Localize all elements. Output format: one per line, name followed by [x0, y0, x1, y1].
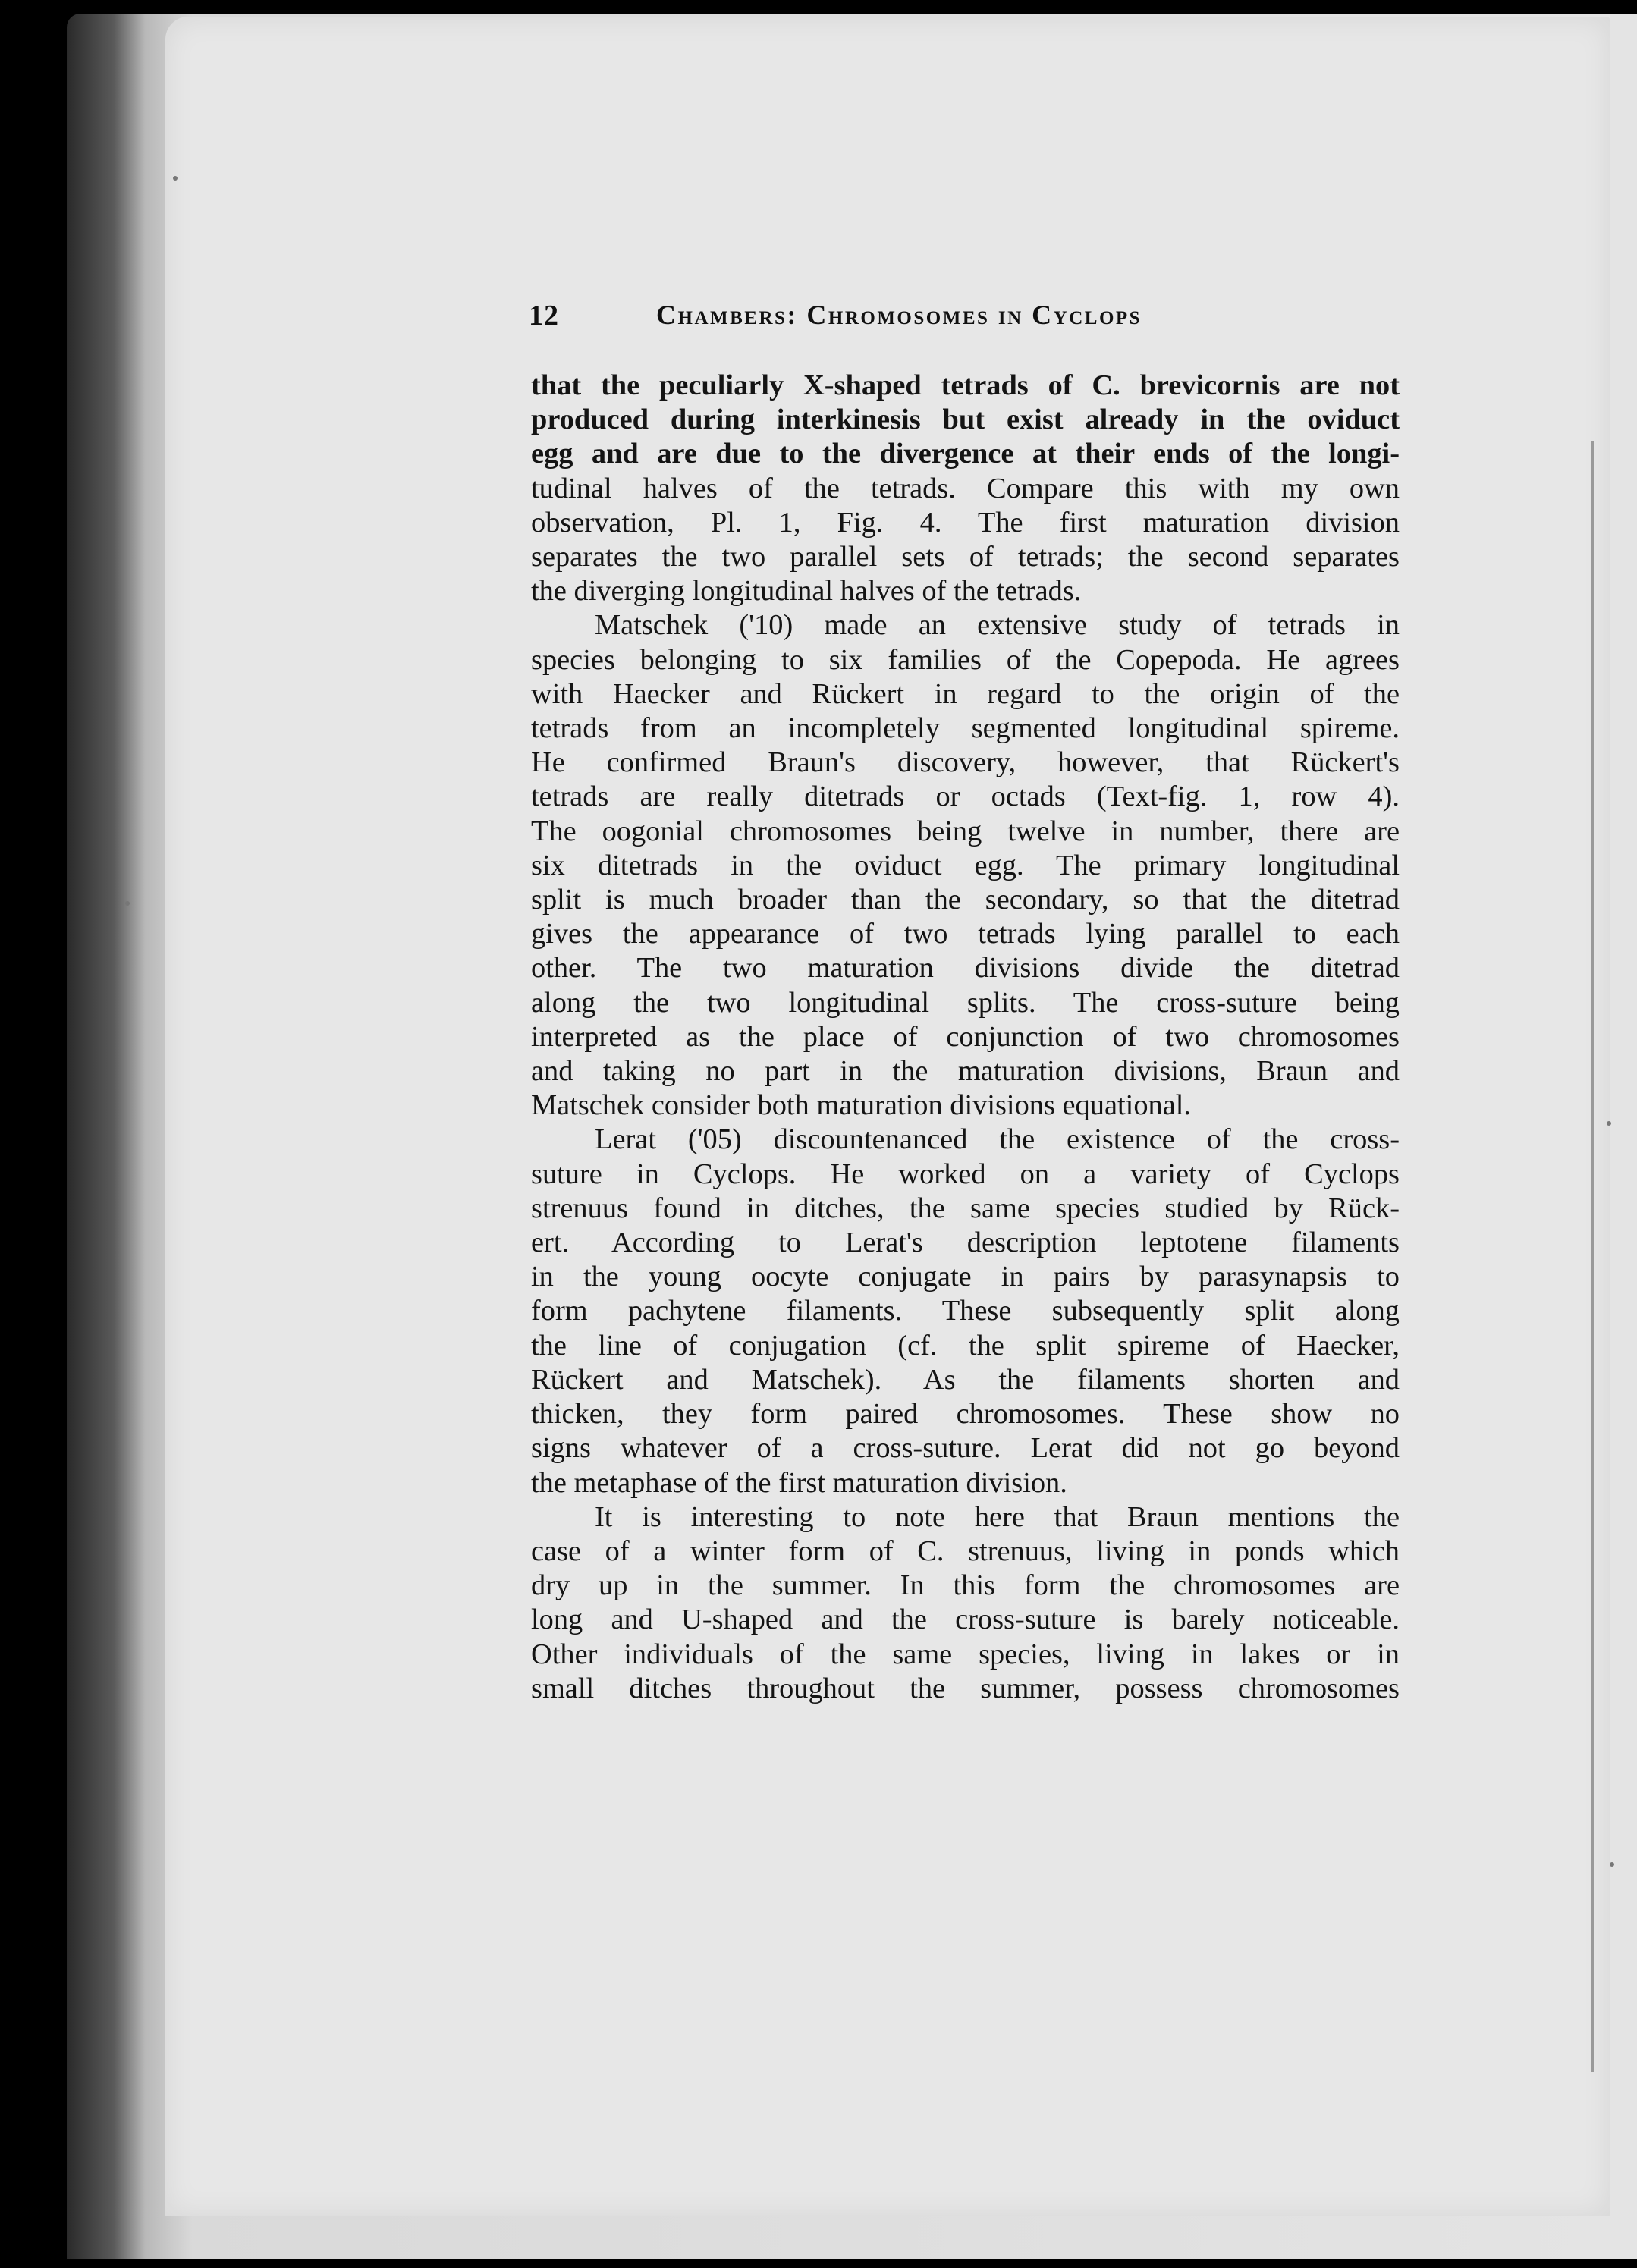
text-line: interpreted as the place of conjunction of two chromosomes: [531, 1020, 1400, 1053]
text-line: observation, Pl. 1, Fig. 4. The first maturation division: [531, 506, 1400, 539]
text-line: dry up in the summer. In this form the chromosomes are: [531, 1569, 1400, 1602]
text-line: that the peculiarly X-shaped tetrads of C. brevicornis are not: [531, 369, 1400, 401]
text-line: the diverging longitudinal halves of the tetrads.: [531, 575, 1082, 608]
text-line: Matschek consider both maturation divisions equational.: [531, 1089, 1192, 1122]
text-line: case of a winter form of C. strenuus, living in ponds which: [531, 1535, 1400, 1567]
text-line: thicken, they form paired chromosomes. These show no: [531, 1398, 1400, 1431]
text-line: form pachytene filaments. These subsequently split along: [531, 1295, 1400, 1327]
page-edge-rule: [1591, 441, 1594, 2072]
running-head: Chambers: Chromosomes in Cyclops: [656, 300, 1142, 330]
text-line: It is interesting to note here that Braun mentions the: [595, 1500, 1400, 1533]
text-line: Rückert and Matschek). As the filaments shorten and: [531, 1363, 1400, 1396]
text-line: the metaphase of the first maturation division.: [531, 1466, 1067, 1499]
text-line: six ditetrads in the oviduct egg. The primary longitudinal: [531, 849, 1400, 881]
text-line: separates the two parallel sets of tetrads; the second separates: [531, 541, 1400, 573]
text-line: The oogonial chromosomes being twelve in number, there are: [531, 815, 1400, 847]
text-line: and taking no part in the maturation divisions, Braun and: [531, 1055, 1400, 1088]
text-line: strenuus found in ditches, the same species studied by Rück-: [531, 1192, 1400, 1224]
text-line: tetrads from an incompletely segmented longitudinal spireme.: [531, 712, 1400, 745]
text-line: tudinal halves of the tetrads. Compare this with my own: [531, 472, 1400, 504]
text-line: the line of conjugation (cf. the split spireme of Haecker,: [531, 1329, 1400, 1362]
text-line: He confirmed Braun's discovery, however, that Rückert's: [531, 746, 1400, 779]
text-line: species belonging to six families of the Copepoda. He agrees: [531, 643, 1400, 676]
text-line: small ditches throughout the summer, possess chromosomes: [531, 1672, 1400, 1704]
text-line: Matschek ('10) made an extensive study of tetrads in: [595, 609, 1400, 642]
text-line: in the young oocyte conjugate in pairs by parasynapsis to: [531, 1261, 1400, 1293]
text-line: egg and are due to the divergence at their ends of the longi-: [531, 438, 1400, 470]
body-text: [531, 369, 1400, 1706]
text-line: split is much broader than the secondary, so that the ditetrad: [531, 884, 1400, 916]
scan-speck: [125, 901, 130, 906]
text-line: other. The two maturation divisions divide the ditetrad: [531, 952, 1400, 985]
scan-speck: [173, 176, 178, 181]
text-line: signs whatever of a cross-suture. Lerat did not go beyond: [531, 1432, 1400, 1465]
text-line: with Haecker and Rückert in regard to the origin of the: [531, 677, 1400, 710]
text-line: tetrads are really ditetrads or octads (Text-fig. 1, row 4).: [531, 781, 1400, 813]
text-line: suture in Cyclops. He worked on a variety of Cyclops: [531, 1158, 1400, 1190]
text-line: Other individuals of the same species, living in lakes or in: [531, 1638, 1400, 1670]
page-number: 12: [529, 300, 559, 331]
text-line: gives the appearance of two tetrads lying parallel to each: [531, 918, 1400, 950]
text-line: produced during interkinesis but exist already in the oviduct: [531, 404, 1400, 436]
scan-speck: [1610, 1862, 1614, 1867]
text-line: ert. According to Lerat's description leptotene filaments: [531, 1227, 1400, 1259]
text-line: along the two longitudinal splits. The cross-suture being: [531, 986, 1400, 1019]
text-line: Lerat ('05) discountenanced the existence of the cross-: [595, 1123, 1400, 1156]
page-header: [529, 299, 1439, 337]
scan-speck: [1607, 1121, 1611, 1126]
text-line: long and U-shaped and the cross-suture is barely noticeable.: [531, 1604, 1400, 1636]
